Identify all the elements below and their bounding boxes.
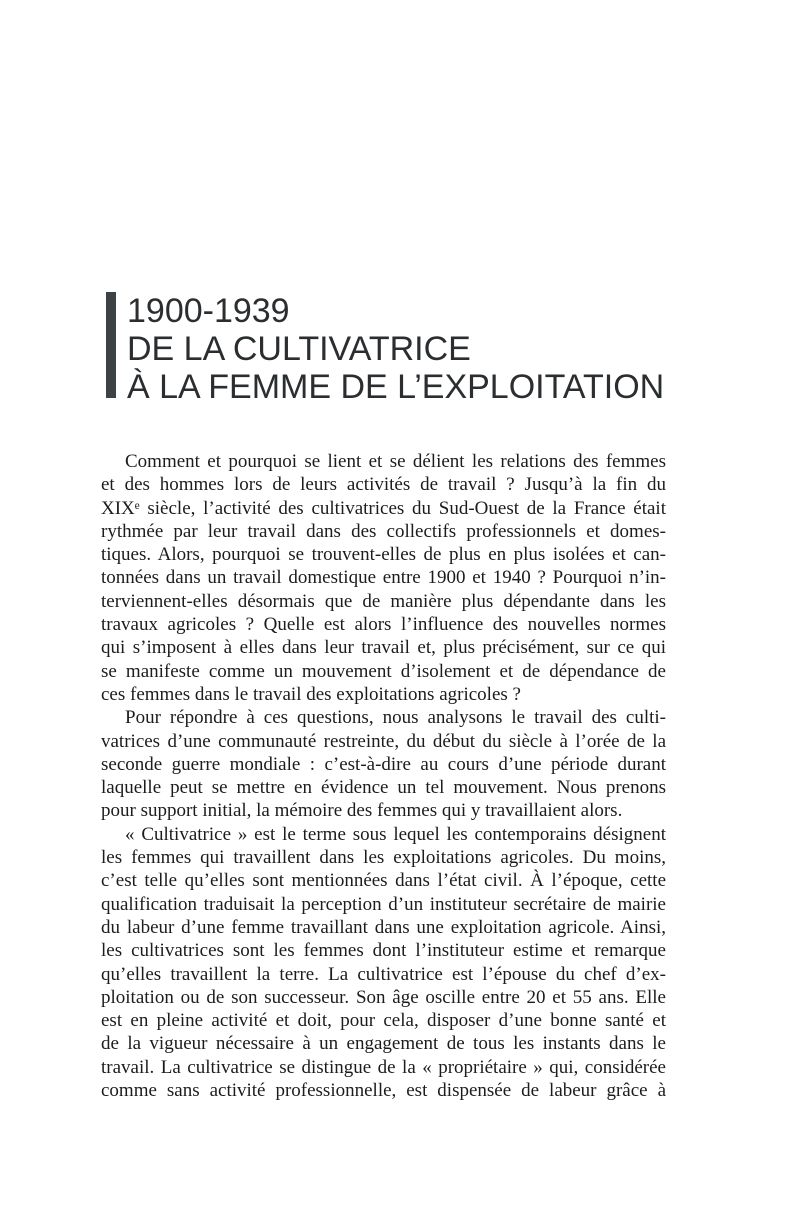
- text-line: tonnées dans un travail domestique entre 1900 et 1940 ? Pourquoi n’in-: [101, 567, 666, 589]
- text-line: pour support initial, la mémoire des femmes qui y travaillaient alors.: [101, 800, 623, 822]
- chapter-title-line-1: DE LA CULTIVATRICE: [127, 330, 471, 368]
- text-line: ces femmes dans le travail des exploitations agricoles ?: [101, 683, 521, 705]
- text-line: du labeur d’une femme travaillant dans une exploitation agricole. Ainsi,: [101, 916, 666, 938]
- text-line: qu’elles travaillent la terre. La cultivatrice est l’épouse du chef d’ex-: [101, 963, 666, 985]
- text-line: tiques. Alors, pourquoi se trouvent-elles de plus en plus isolées et can-: [101, 544, 666, 566]
- text-line: rythmée par leur travail dans des collectifs professionnels et domes-: [101, 520, 666, 542]
- chapter-title-line-2: À LA FEMME DE L’EXPLOITATION: [127, 368, 665, 406]
- text-line: se manifeste comme un mouvement d’isolement et de dépendance de: [101, 660, 666, 682]
- paragraph: [101, 823, 666, 1103]
- text-line: qualification traduisait la perception d’un instituteur secrétaire de mairie: [101, 893, 666, 915]
- text-line: seconde guerre mondiale : c’est-à-dire au cours d’une période durant: [101, 753, 666, 775]
- text-line: c’est telle qu’elles sont mentionnées dans l’état civil. À l’époque, cette: [101, 870, 666, 892]
- text-line: travaux agricoles ? Quelle est alors l’influence des nouvelles normes: [101, 614, 666, 636]
- text-line: Pour répondre à ces questions, nous analysons le travail des culti-: [125, 707, 666, 729]
- text-line: les femmes qui travaillent dans les exploitations agricoles. Du moins,: [101, 847, 666, 869]
- text-line: comme sans activité professionnelle, est dispensée de labeur grâce à: [101, 1080, 666, 1102]
- text-line: laquelle peut se mettre en évidence un tel mouvement. Nous prenons: [101, 777, 666, 799]
- chapter-header: [106, 292, 664, 406]
- text-line: XIXᵉ siècle, l’activité des cultivatrices du Sud-Ouest de la France était: [101, 497, 666, 519]
- text-line: les cultivatrices sont les femmes dont l’instituteur estime et remarque: [101, 940, 666, 962]
- text-line: est en pleine activité et doit, pour cela, disposer d’une bonne santé et: [101, 1010, 666, 1032]
- text-line: ploitation ou de son successeur. Son âge oscille entre 20 et 55 ans. Elle: [101, 986, 666, 1008]
- text-line: et des hommes lors de leurs activités de travail ? Jusqu’à la fin du: [101, 474, 666, 496]
- chapter-years: 1900-1939: [127, 292, 290, 330]
- text-line: qui s’imposent à elles dans leur travail et, plus précisément, sur ce qui: [101, 637, 666, 659]
- chapter-title: [127, 292, 664, 406]
- text-line: « Cultivatrice » est le terme sous lequel les contemporains désignent: [125, 823, 666, 845]
- text-line: Comment et pourquoi se lient et se délient les relations des femmes: [125, 451, 666, 472]
- text-line: travail. La cultivatrice se distingue de la « propriétaire » qui, considérée: [101, 1056, 666, 1078]
- text-line: vatrices d’une communauté restreinte, du début du siècle à l’orée de la: [101, 730, 666, 752]
- paragraph: [101, 450, 666, 706]
- text-line: de la vigueur nécessaire à un engagement de tous les instants dans le: [101, 1033, 666, 1055]
- paragraph: [101, 706, 666, 822]
- body-text: [101, 450, 666, 1102]
- text-line: terviennent-elles désormais que de manière plus dépendante dans les: [101, 590, 666, 612]
- chapter-accent-bar: [106, 292, 116, 398]
